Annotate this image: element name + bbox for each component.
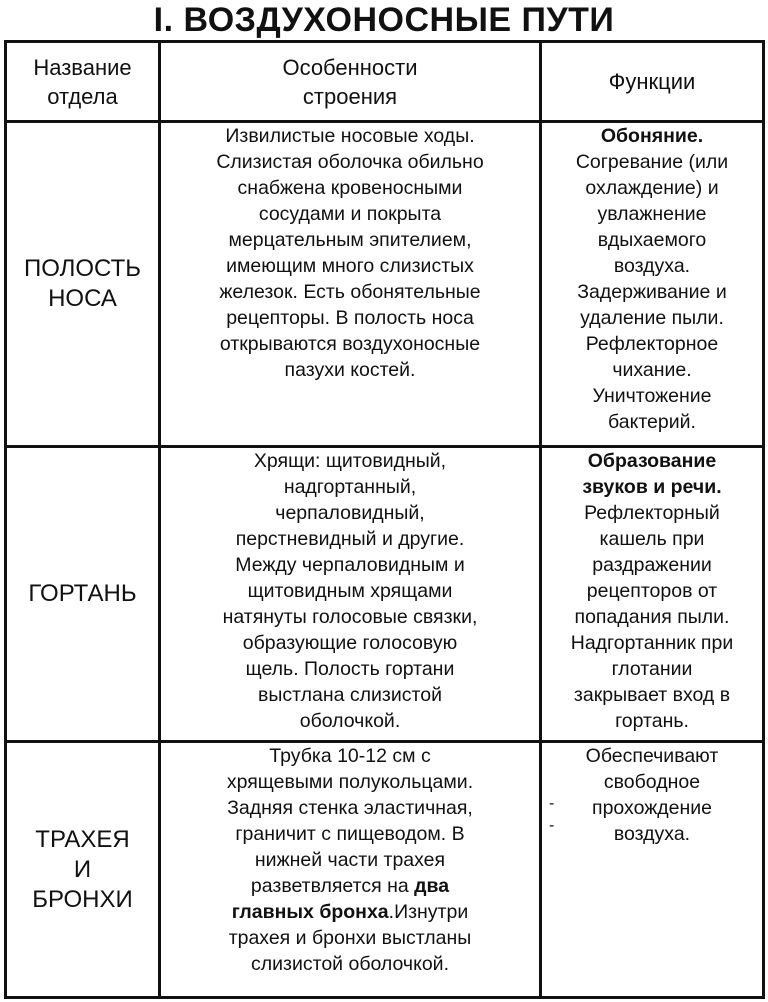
text-fragment: чихание.: [612, 359, 692, 381]
text-fragment: Уничтожение: [592, 385, 712, 407]
text-line: [161, 331, 539, 357]
text-line: [542, 500, 762, 526]
text-fragment: сосудами и покрыта: [258, 203, 442, 225]
text-line: [542, 708, 762, 734]
text-line: [161, 123, 539, 149]
text-line: [542, 383, 762, 409]
text-line: [161, 682, 539, 708]
text-line: [161, 708, 539, 734]
text-fragment: прохождение: [592, 797, 712, 819]
text-fragment: натянуты голосовые связки,: [222, 606, 478, 628]
text-line: [161, 448, 539, 474]
text-line: [161, 253, 539, 279]
text-line: [542, 448, 762, 474]
text-line: [542, 409, 762, 435]
text-fragment: .Изнутри: [388, 901, 469, 923]
text-line: [161, 743, 539, 769]
functions-cell: [541, 447, 764, 742]
text-fragment: образующие голосовую: [242, 632, 458, 654]
text-line: [542, 795, 762, 821]
text-line: [161, 899, 539, 925]
structure-cell: [160, 447, 541, 742]
text-fragment: открываются воздухоносные: [219, 333, 481, 355]
text-fragment: раздражении: [592, 554, 712, 576]
text-fragment: вдыхаемого: [597, 229, 707, 251]
text-fragment: Трубка 10-12 см с: [269, 745, 431, 767]
text-fragment: мерцательным эпителием,: [228, 229, 472, 251]
text-fragment: свободное: [603, 771, 701, 793]
text-fragment: кашель при: [599, 528, 705, 550]
text-line: [161, 769, 539, 795]
text-fragment: удаление пыли.: [580, 307, 724, 329]
text-line: [161, 526, 539, 552]
text-line: [161, 578, 539, 604]
text-fragment: Извилистые носовые ходы.: [225, 125, 475, 147]
text-fragment: снабжена кровеносными: [237, 177, 463, 199]
text-line: [542, 123, 762, 149]
text-fragment: Обеспечивают: [585, 745, 719, 767]
header-structure-line: строения: [302, 83, 398, 109]
text-fragment: выстлана слизистой: [258, 684, 442, 706]
header-functions-cell: [541, 42, 764, 122]
text-line: [542, 474, 762, 500]
dash-mark: -: [549, 817, 555, 834]
text-line: [542, 821, 762, 847]
text-line: [542, 201, 762, 227]
text-fragment: железок. Есть обонятельные: [219, 281, 481, 303]
text-line: [161, 552, 539, 578]
section-name-cell: ТРАХЕЯ И БРОНХИ: [6, 742, 160, 998]
airways-table: [4, 40, 765, 999]
text-fragment: Рефлекторное: [585, 333, 719, 355]
text-line: [161, 951, 539, 977]
text-fragment: хрящевыми полукольцами.: [226, 771, 474, 793]
text-line: [542, 769, 762, 795]
text-line: [161, 149, 539, 175]
text-line: [542, 656, 762, 682]
text-line: [161, 305, 539, 331]
text-line: [161, 656, 539, 682]
text-fragment: увлажнение: [597, 203, 707, 225]
text-fragment: трахея и бронхи выстланы: [228, 927, 472, 949]
text-fragment: имеющим много слизистых: [226, 255, 474, 277]
text-line: [542, 552, 762, 578]
text-line: [161, 821, 539, 847]
text-fragment: щитовидным хрящами: [247, 580, 453, 602]
bold-text: главных бронха: [231, 901, 389, 923]
dash-mark: -: [549, 795, 555, 812]
text-fragment: перстневидный и другие.: [235, 528, 465, 550]
header-name-cell: [6, 42, 160, 122]
bold-text: два: [414, 875, 450, 897]
functions-cell: [541, 122, 764, 447]
text-line: [161, 925, 539, 951]
text-fragment: слизистой оболочкой.: [251, 953, 449, 975]
text-line: [161, 630, 539, 656]
header-row: [6, 42, 764, 122]
section-name-cell: ПОЛОСТЬ НОСА: [6, 122, 160, 447]
header-structure-cell: [160, 42, 541, 122]
text-fragment: пазухи костей.: [284, 359, 416, 381]
text-fragment: нижней части трахея: [254, 849, 446, 871]
text-fragment: Согревание (или: [575, 151, 729, 173]
text-fragment: граничит с пищеводом. В: [235, 823, 465, 845]
text-line: [542, 630, 762, 656]
text-fragment: черпаловидный,: [275, 502, 425, 524]
text-line: [542, 578, 762, 604]
header-functions-line: Функции: [608, 69, 696, 94]
text-fragment: гортань.: [615, 710, 689, 732]
text-line: [161, 474, 539, 500]
text-fragment: Хрящи: щитовидный,: [253, 450, 447, 472]
text-fragment: воздуха.: [613, 823, 691, 845]
text-line: [161, 201, 539, 227]
text-fragment: бактерий.: [608, 411, 696, 433]
page-title: I. ВОЗДУХОНОСНЫЕ ПУТИ: [153, 1, 615, 39]
text-fragment: воздуха.: [613, 255, 691, 277]
header-structure-line: Особенности: [282, 54, 418, 80]
text-line: [161, 279, 539, 305]
header-name-line: Название: [33, 54, 132, 80]
bold-text: Образование: [587, 450, 717, 472]
text-line: [161, 873, 539, 899]
text-fragment: Между черпаловидным и: [235, 554, 465, 576]
table-row: [6, 742, 764, 998]
text-line: [161, 847, 539, 873]
text-fragment: разветвляется на: [250, 875, 415, 897]
table-row: [6, 122, 764, 447]
text-line: [542, 305, 762, 331]
header-name-line: отдела: [47, 83, 118, 109]
text-line: [542, 604, 762, 630]
text-fragment: охлаждение) и: [585, 177, 719, 199]
text-line: [161, 175, 539, 201]
table-row: [6, 447, 764, 742]
text-line: [542, 253, 762, 279]
structure-cell: [160, 742, 541, 998]
text-line: [542, 331, 762, 357]
text-fragment: попадания пыли.: [574, 606, 730, 628]
text-line: [542, 743, 762, 769]
text-fragment: закрывает вход в: [573, 684, 731, 706]
text-line: [542, 279, 762, 305]
text-line: [542, 149, 762, 175]
text-fragment: Задерживание и: [577, 281, 727, 303]
text-fragment: Задняя стенка эластичная,: [227, 797, 473, 819]
text-fragment: глотании: [611, 658, 693, 680]
text-fragment: оболочкой.: [299, 710, 401, 732]
text-fragment: Надгортанник при: [570, 632, 734, 654]
text-fragment: рецепторов от: [586, 580, 718, 602]
text-line: [161, 500, 539, 526]
text-line: [542, 682, 762, 708]
text-line: [542, 526, 762, 552]
text-line: [161, 227, 539, 253]
functions-cell: [541, 742, 764, 998]
bold-text: Обоняние.: [600, 125, 704, 147]
text-line: [161, 795, 539, 821]
text-line: [542, 175, 762, 201]
structure-cell: [160, 122, 541, 447]
text-fragment: Слизистая оболочка обильно: [216, 151, 484, 173]
text-line: [161, 357, 539, 383]
bold-text: звуков и речи.: [582, 476, 722, 498]
text-fragment: рецепторы. В полость носа: [226, 307, 474, 329]
text-fragment: Рефлекторный: [584, 502, 720, 524]
text-line: [542, 227, 762, 253]
section-name-cell: ГОРТАНЬ: [6, 447, 160, 742]
text-fragment: щель. Полость гортани: [245, 658, 455, 680]
text-line: [161, 604, 539, 630]
text-line: [542, 357, 762, 383]
text-fragment: надгортанный,: [283, 476, 417, 498]
